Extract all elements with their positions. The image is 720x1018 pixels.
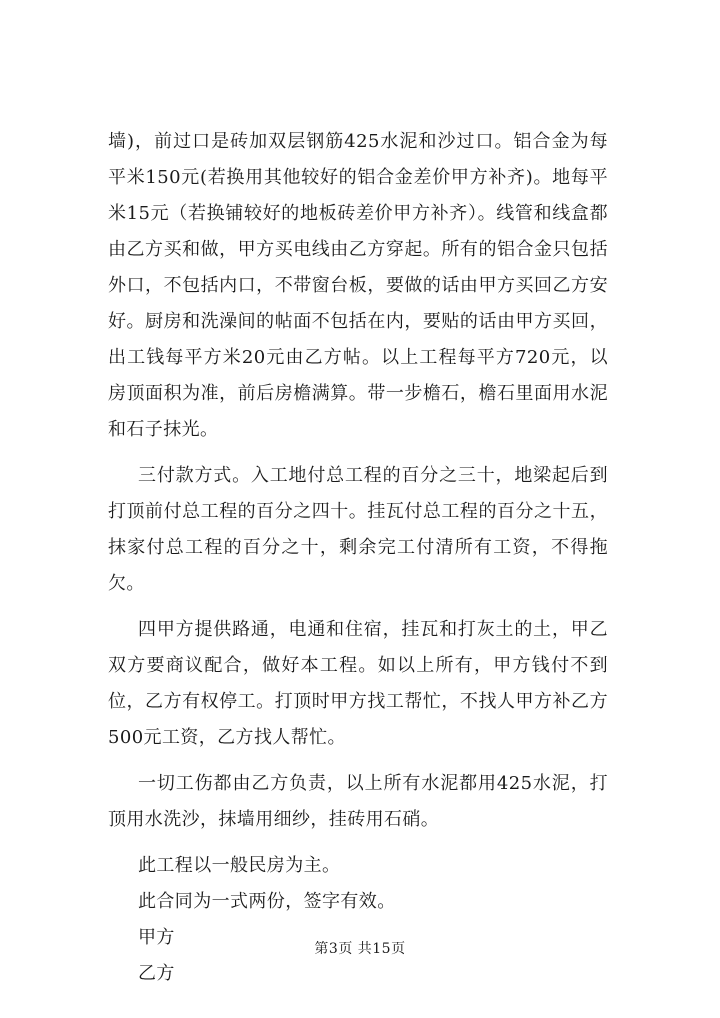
paragraph-materials: 墙)，前过口是砖加双层钢筋425水泥和沙过口。铝合金为每平米150元(若换用其他较好的铝合金差价甲方补齐)。地每平米15元（若换铺较好的地板砖差价甲方补齐）。线管和线盒都由乙方买和做，甲方买电线由乙方穿起。所有的铝合金只包括外口，不包括内口，不带窗台板，要做的话由甲方买回乙方安好。厨房和洗澡间的帖面不包括在内，要贴的话由甲方买回，出工钱每平方米20元由乙方帖。以上工程每平方720元，以房顶面积为准，前后房檐满算。带一步檐石，檐石里面用水泥和石子抹光。 <box>108 131 608 440</box>
signature-party-a: 甲方 <box>138 927 175 948</box>
line-contract-copies: 此合同为一式两份，签字有效。 <box>138 891 396 912</box>
document-body <box>108 124 608 992</box>
signature-party-b: 乙方 <box>138 963 175 984</box>
paragraph-payment: 三付款方式。入工地付总工程的百分之三十，地梁起后到打顶前付总工程的百分之四十。挂瓦付总工程的百分之十五，抹家付总工程的百分之十，剩余完工付清所有工资，不得拖欠。 <box>108 465 608 594</box>
paragraph-injury-cement: 一切工伤都由乙方负责，以上所有水泥都用425水泥，打顶用水洗沙，抹墙用细纱，挂砖用石硝。 <box>108 773 608 830</box>
paragraph-party-a-duties: 四甲方提供路通，电通和住宿，挂瓦和打灰土的土，甲乙双方要商议配合，做好本工程。如以上所有，甲方钱付不到位，乙方有权停工。打顶时甲方找工帮忙，不找人甲方补乙方500元工资，乙方找人帮忙。 <box>108 619 608 748</box>
page-number-footer: 第3页 共15页 <box>314 941 406 957</box>
line-house-type: 此工程以一般民房为主。 <box>138 855 341 876</box>
